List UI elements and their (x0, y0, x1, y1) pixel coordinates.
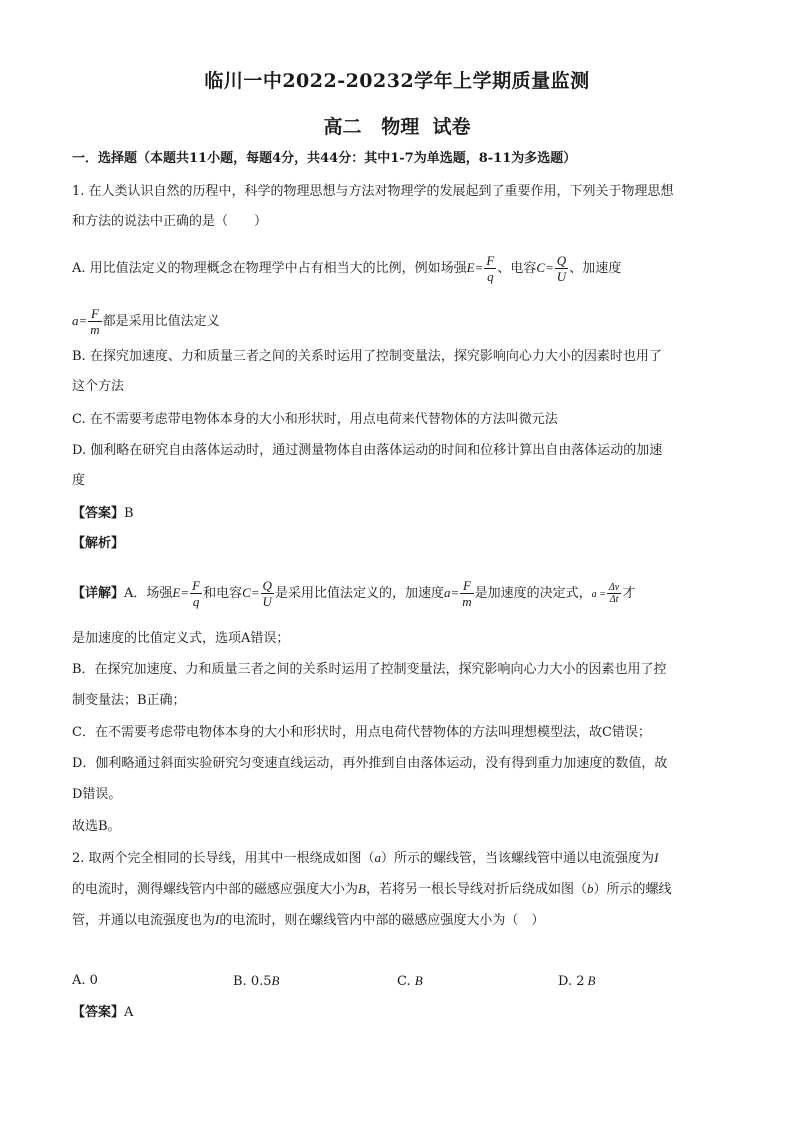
formula-a-eq: a= (72, 313, 88, 328)
q2-option-d: D. 2 B (558, 973, 596, 989)
q2-option-b: B. 0.5B (233, 973, 280, 989)
q1-option-a-line1: A. 用比值法定义的物理概念在物理学中占有相当大的比例，例如场强E= $\frac{F}{q}$ 、电容C= $\frac{Q}{U}$ 、加速度 (72, 253, 622, 284)
q2-option-a: A. 0 (72, 973, 98, 988)
q1-detail-c: C．在不需要考虑带电物体本身的大小和形状时，用点电荷代替物体的方法叫理想模型法，故C错误； (72, 725, 651, 740)
q1-detail-a-line2: 是加速度的比值定义式，选项A错误； (72, 631, 290, 646)
q1-conclusion: 故选B。 (72, 819, 121, 834)
q1-detail-a-line1: 【详解】A．场强E= $\frac{F}{q}$ 和电容C= $\frac{Q}{U}$ 是采用比值法定义的，加速度a= $\frac{F}{m}$ 是加速度的决定式，a = $\frac{\Delta v}{\Delta t}$ 才 (72, 578, 636, 609)
q1-option-a-line2: a= $\frac{F}{m}$ 都是采用比值法定义 (72, 306, 220, 337)
q1-stem-line1: 1. 在人类认识自然的历程中，科学的物理思想与方法对物理学的发展起到了重要作用，下列关于物理思想 (72, 184, 674, 199)
q1-option-d-line2: 度 (72, 473, 86, 488)
formula-c-eq: C= (536, 260, 554, 275)
q1-analysis-label: 【解析】 (72, 536, 125, 551)
q2-stem-line2: 的电流时，测得螺线管内中部的磁感应强度大小为B，若将另一根长导线对折后绕成如图（b）所示的螺线 (72, 881, 672, 897)
q1-option-a-text: A. 用比值法定义的物理概念在物理学中占有相当大的比例，例如场强 (72, 261, 467, 276)
formula-f-over-q: $\frac{F}{q}$ (486, 253, 495, 284)
q2-option-c: C. B (397, 973, 423, 989)
q1-option-d-line1: D. 伽利略在研究自由落体运动时，通过测量物体自由落体运动的时间和位移计算出自由落体运动的加速 (72, 443, 663, 458)
q2-stem-line1: 2. 取两个完全相同的长导线，用其中一根绕成如图（a）所示的螺线管，当该螺线管中通以电流强度为I (72, 850, 659, 866)
q2-answer: 【答案】A (72, 1005, 134, 1020)
q2-stem-line3: 管，并通以电流强度也为I的电流时，则在螺线管内中部的磁感应强度大小为（ ） (72, 912, 545, 928)
formula-a-eq-small: a = (591, 589, 606, 600)
exam-subtitle: 高二 物理 试卷 (323, 116, 471, 138)
formula-q-over-u: $\frac{Q}{U}$ (262, 578, 272, 609)
formula-q-over-u: $\frac{Q}{U}$ (556, 253, 567, 284)
section-heading: 一．选择题（本题共11小题，每题4分，共44分：其中1-7为单选题，8-11为多选题） (72, 151, 577, 166)
q1-option-b-line2: 这个方法 (72, 379, 125, 394)
q1-option-c: C. 在不需要考虑带电物体本身的大小和形状时，用点电荷来代替物体的方法叫微元法 (72, 412, 558, 427)
formula-f-over-m: $\frac{F}{m}$ (462, 578, 472, 609)
formula-dv-over-dt: $\frac{\Delta v}{\Delta t}$ (608, 582, 620, 605)
q1-answer: 【答案】B (72, 506, 134, 521)
formula-e-eq: E= (466, 260, 484, 275)
exam-title: 临川一中2022-20232学年上学期质量监测 (204, 70, 590, 92)
formula-f-over-q: $\frac{F}{q}$ (192, 578, 201, 609)
q1-detail-d-line2: D错误。 (72, 787, 122, 802)
q1-detail-b-line1: B．在探究加速度、力和质量三者之间的关系时运用了控制变量法，探究影响向心力大小的因素也用了控 (72, 662, 667, 677)
q1-detail-d-line1: D．伽利略通过斜面实验研究匀变速直线运动，再外推到自由落体运动，没有得到重力加速度的数值，故 (72, 756, 668, 771)
q1-detail-b-line2: 制变量法；B正确； (72, 693, 186, 708)
q1-stem-line2: 和方法的说法中正确的是（ ） (72, 214, 268, 229)
formula-f-over-m: $\frac{F}{m}$ (90, 306, 100, 337)
q1-option-b-line1: B. 在探究加速度、力和质量三者之间的关系时运用了控制变量法，探究影响向心力大小的因素时也用了 (72, 349, 662, 364)
